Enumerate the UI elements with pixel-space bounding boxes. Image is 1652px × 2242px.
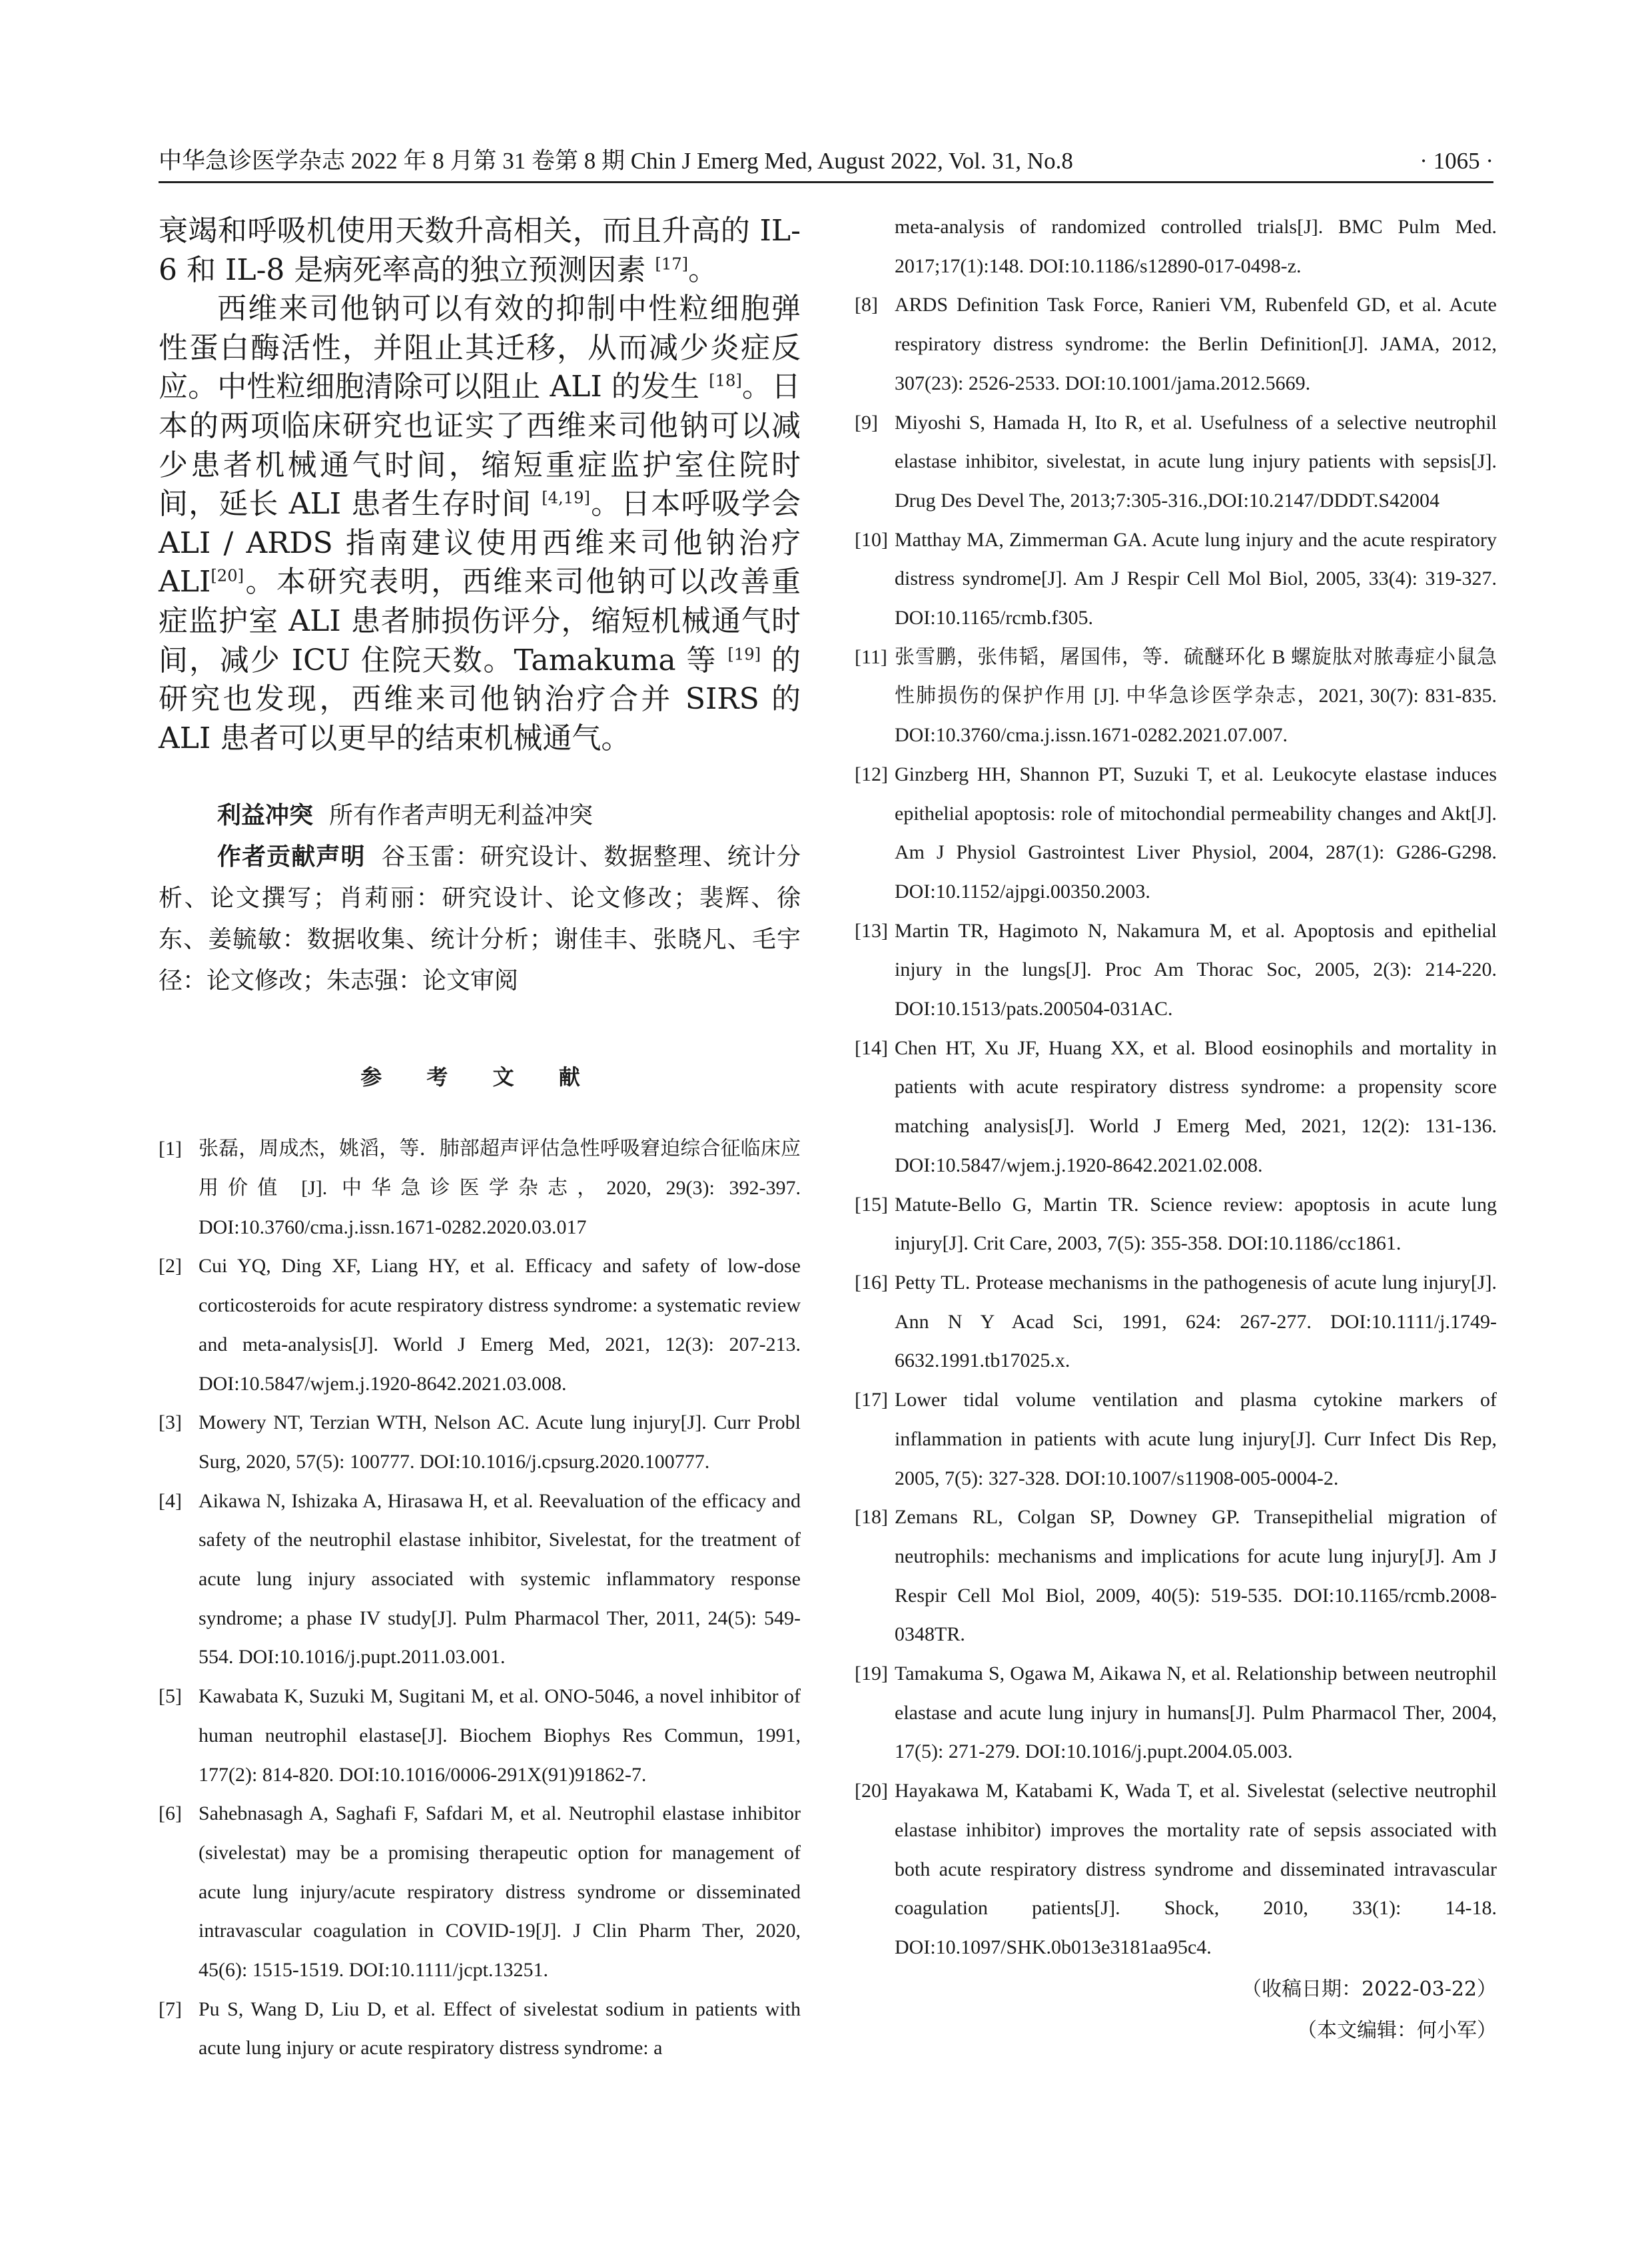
reference-text: Hayakawa M, Katabami K, Wada T, et al. Sivelestat (selective neutrophil elastase inhibitor) improves the mortality rate of sepsis associated with both acute respiratory distress syndrome and disseminated intravascular coagulation patients[J]. Shock, 2010, 33(1): 14-18. DOI:10.1097/SHK.0b013e3181aa95c4. xyxy=(895,1780,1497,1958)
reference-number: [18] xyxy=(855,1506,888,1529)
reference-item xyxy=(855,1381,1497,1498)
reference-list-right xyxy=(855,208,1497,286)
reference-number: [11] xyxy=(855,645,887,668)
reference-number: [5] xyxy=(159,1685,182,1708)
reference-item xyxy=(855,912,1497,1029)
reference-item xyxy=(855,521,1497,638)
reference-text: Matthay MA, Zimmerman GA. Acute lung injury and the acute respiratory distress syndrome[J]. Am J Respir Cell Mol Biol, 2005, 33(4): 319-327. DOI:10.1165/rcmb.f305. xyxy=(895,528,1497,629)
body-text: 。本研究表明，西维来司他钠可以改善重症监护室 ALI 患者肺损伤评分，缩短机械通气时间，减少 ICU 住院天数。Tamakuma 等 xyxy=(159,565,801,677)
editor-credit: （本文编辑：何小军） xyxy=(1297,2018,1497,2042)
body-paragraph-2 xyxy=(159,290,801,758)
citation-superscript: [18] xyxy=(709,371,742,390)
reference-text: Petty TL. Protease mechanisms in the pathogenesis of acute lung injury[J]. Ann N Y Acad Sci, 1991, 624: 267-277. DOI:10.1111/j.1749-6632.1991.tb17025.x. xyxy=(895,1271,1497,1372)
received-date: （收稿日期：2022-03-22） xyxy=(1242,1977,1497,2001)
reference-item xyxy=(855,286,1497,403)
reference-number: [19] xyxy=(855,1663,888,1685)
running-header xyxy=(159,141,1493,183)
coi-text: 所有作者声明无利益冲突 xyxy=(329,802,594,830)
left-column xyxy=(159,212,801,2068)
reference-text: Kawabata K, Suzuki M, Sugitani M, et al. ONO-5046, a novel inhibitor of human neutrophil elastase[J]. Biochem Biophys Res Commun, 1991, 177(2): 814-820. DOI:10.1016/0006-291X(91)91862-7. xyxy=(199,1685,801,1786)
reference-text: 张雪鹏，张伟韬，屠国伟，等．硫醚环化 B 螺旋肽对脓毒症小鼠急性肺损伤的保护作用 [J]. 中华急诊医学杂志，2021, 30(7): 831-835. DOI:10.3760/cma.j.issn.1671-0282.2021.07.007. xyxy=(895,645,1497,747)
reference-number: [8] xyxy=(855,294,878,316)
coi-label: 利益冲突 xyxy=(217,802,314,830)
reference-text: Ginzberg HH, Shannon PT, Suzuki T, et al. Leukocyte elastase induces epithelial apoptosis: role of mitochondial permeability changes and Akt[J]. Am J Physiol Gastrointest Liver Physiol, 2004, 287(1): G286-G298. DOI:10.1152/ajpgi.00350.2003. xyxy=(895,763,1497,903)
reference-item xyxy=(855,404,1497,521)
references-heading: 参 考 文 献 xyxy=(360,1064,599,1090)
reference-text: ARDS Definition Task Force, Ranieri VM, Rubenfeld GD, et al. Acute respiratory distress syndrome: the Berlin Definition[J]. JAMA, 2012, 307(23): 2526-2533. DOI:10.1001/jama.2012.5669. xyxy=(895,294,1497,394)
reference-text: Lower tidal volume ventilation and plasma cytokine markers of inflammation in patients with acute lung injury[J]. Curr Infect Dis Rep, 2005, 7(5): 327-328. DOI:10.1007/s11908-005-0004-2. xyxy=(895,1389,1497,1489)
reference-number: [15] xyxy=(855,1193,888,1216)
reference-text: Miyoshi S, Hamada H, Ito R, et al. Usefulness of a selective neutrophil elastase inhibitor, sivelestat, in acute lung injury patients with sepsis[J]. Drug Des Devel The, 2013;7:305-316.,DOI:10.2147/DDDT.S42004 xyxy=(895,411,1497,512)
reference-text: Cui YQ, Ding XF, Liang HY, et al. Efficacy and safety of low-dose corticosteroids for acute respiratory distress syndrome: a systematic review and meta-analysis[J]. World J Emerg Med, 2021, 12(3): 207-213. DOI:10.5847/wjem.j.1920-8642.2021.03.008. xyxy=(199,1255,801,1395)
reference-number: [1] xyxy=(159,1138,182,1160)
reference-list-left xyxy=(159,1130,801,2068)
conflict-of-interest xyxy=(159,795,801,837)
reference-item xyxy=(855,755,1497,912)
reference-item xyxy=(159,1794,801,1990)
reference-number: [20] xyxy=(855,1780,888,1802)
reference-number: [14] xyxy=(855,1036,888,1059)
body-paragraph-1 xyxy=(159,212,801,290)
reference-number: [7] xyxy=(159,1998,182,2020)
reference-number: [9] xyxy=(855,411,878,434)
journal-citation: 中华急诊医学杂志 2022 年 8 月第 31 卷第 8 期 Chin J Emerg Med, August 2022, Vol. 31, No.8 xyxy=(159,148,1073,174)
body-text: 。 xyxy=(688,252,718,287)
reference-text: Mowery NT, Terzian WTH, Nelson AC. Acute lung injury[J]. Curr Probl Surg, 2020, 57(5): 100777. DOI:10.1016/j.cpsurg.2020.100777. xyxy=(199,1411,801,1473)
reference-text: Martin TR, Hagimoto N, Nakamura M, et al. Apoptosis and epithelial injury in the lungs[J]. Proc Am Thorac Soc, 2005, 2(3): 214-220. DOI:10.1513/pats.200504-031AC. xyxy=(895,919,1497,1020)
reference-continuation xyxy=(855,208,1497,286)
reference-item xyxy=(159,1677,801,1794)
reference-item xyxy=(855,1029,1497,1186)
reference-text: Tamakuma S, Ogawa M, Aikawa N, et al. Relationship between neutrophil elastase and acute lung injury in humans[J]. Pulm Pharmacol Ther, 2004, 17(5): 271-279. DOI:10.1016/j.pupt.2004.05.003. xyxy=(895,1663,1497,1763)
reference-item xyxy=(159,1403,801,1481)
reference-number: [16] xyxy=(855,1271,888,1294)
reference-item xyxy=(855,1772,1497,1968)
reference-number: [6] xyxy=(159,1802,182,1825)
contrib-label: 作者贡献声明 xyxy=(217,843,366,871)
body-text: 。日本呼吸学会 ALI / ARDS 指南建议使用西维来司他钠治疗 ALI xyxy=(159,487,801,599)
citation-superscript: [17] xyxy=(655,254,689,273)
right-column xyxy=(855,208,1497,2050)
reference-number: [12] xyxy=(855,763,888,785)
reference-number: [3] xyxy=(159,1411,182,1434)
reference-number: [4] xyxy=(159,1489,182,1512)
reference-item xyxy=(855,1498,1497,1655)
reference-item xyxy=(855,1264,1497,1381)
reference-item xyxy=(159,1990,801,2068)
reference-text: meta-analysis of randomized controlled trials[J]. BMC Pulm Med. 2017;17(1):148. DOI:10.1186/s12890-017-0498-z. xyxy=(895,216,1497,277)
reference-number: [17] xyxy=(855,1389,888,1411)
page-number: · 1065 · xyxy=(1420,148,1493,174)
reference-number: [2] xyxy=(159,1255,182,1278)
citation-superscript: [20] xyxy=(210,566,244,585)
reference-item xyxy=(159,1482,801,1678)
reference-text: Zemans RL, Colgan SP, Downey GP. Transepithelial migration of neutrophils: mechanisms and implications for acute lung injury[J]. Am J Respir Cell Mol Biol, 2009, 40(5): 519-535. DOI:10.1165/rcmb.2008-0348TR. xyxy=(895,1506,1497,1646)
reference-item xyxy=(159,1247,801,1403)
body-text: 的研究也发现，西维来司他钠治疗合并 SIRS 的 ALI 患者可以更早的结束机械通气。 xyxy=(159,643,801,755)
reference-item xyxy=(855,638,1497,755)
citation-superscript: [19] xyxy=(727,644,761,663)
reference-text: Matute-Bello G, Martin TR. Science review: apoptosis in acute lung injury[J]. Crit Care, 2003, 7(5): 355-358. DOI:10.1186/cc1861. xyxy=(895,1193,1497,1255)
reference-number: [10] xyxy=(855,528,888,551)
reference-text: Chen HT, Xu JF, Huang XX, et al. Blood eosinophils and mortality in patients with acute respiratory distress syndrome: a propensity score matching analysis[J]. World J Emerg Med, 2021, 12(2): 131-136. DOI:10.5847/wjem.j.1920-8642.2021.02.008. xyxy=(895,1036,1497,1176)
body-text: 。日本的两项临床研究也证实了西维来司他钠可以减少患者机械通气时间，缩短重症监护室住院时间，延长 ALI 患者生存时间 xyxy=(159,370,801,522)
body-text: 衰竭和呼吸机使用天数升高相关，而且升高的 IL-6 和 IL-8 是病死率高的独立预测因素 xyxy=(159,214,801,287)
reference-item xyxy=(855,1655,1497,1772)
reference-text: Aikawa N, Ishizaka A, Hirasawa H, et al. Reevaluation of the efficacy and safety of the neutrophil elastase inhibitor, Sivelestat, for the treatment of acute lung injury associated with systemic inflammatory response syndrome; a phase IV study[J]. Pulm Pharmacol Ther, 2011, 24(5): 549-554. DOI:10.1016/j.pupt.2011.03.001. xyxy=(199,1489,801,1669)
contrib-text: 谷玉雷：研究设计、数据整理、统计分析、论文撰写；肖莉丽：研究设计、论文修改；裴辉、徐东、姜毓敏：数据收集、统计分析；谢佳丰、张晓凡、毛宇径：论文修改；朱志强：论文审阅 xyxy=(159,843,801,995)
reference-number: [13] xyxy=(855,919,888,942)
reference-text: 张磊，周成杰，姚滔，等．肺部超声评估急性呼吸窘迫综合征临床应用价值 [J]. 中华急诊医学杂志，2020, 29(3): 392-397. DOI:10.3760/cma.j.issn.1671-0282.2020.03.017 xyxy=(199,1138,801,1238)
author-contributions xyxy=(159,837,801,1002)
citation-superscript: [4,19] xyxy=(542,488,590,508)
body-text: 西维来司他钠可以有效的抑制中性粒细胞弹性蛋白酶活性，并阻止其迁移，从而减少炎症反应。中性粒细胞清除可以阻止 ALI 的发生 xyxy=(159,292,801,404)
reference-item xyxy=(159,1130,801,1247)
reference-text: Sahebnasagh A, Saghafi F, Safdari M, et al. Neutrophil elastase inhibitor (sivelestat) may be a promising therapeutic option for management of acute lung injury/acute respiratory distress syndrome or disseminated intravascular coagulation in COVID-19[J]. J Clin Pharm Ther, 2020, 45(6): 1515-1519. DOI:10.1111/jcpt.13251. xyxy=(199,1802,801,1982)
reference-list-right-items xyxy=(855,286,1497,1967)
reference-text: Pu S, Wang D, Liu D, et al. Effect of sivelestat sodium in patients with acute lung injury or acute respiratory distress syndrome: a xyxy=(199,1998,801,2059)
reference-item xyxy=(855,1186,1497,1264)
